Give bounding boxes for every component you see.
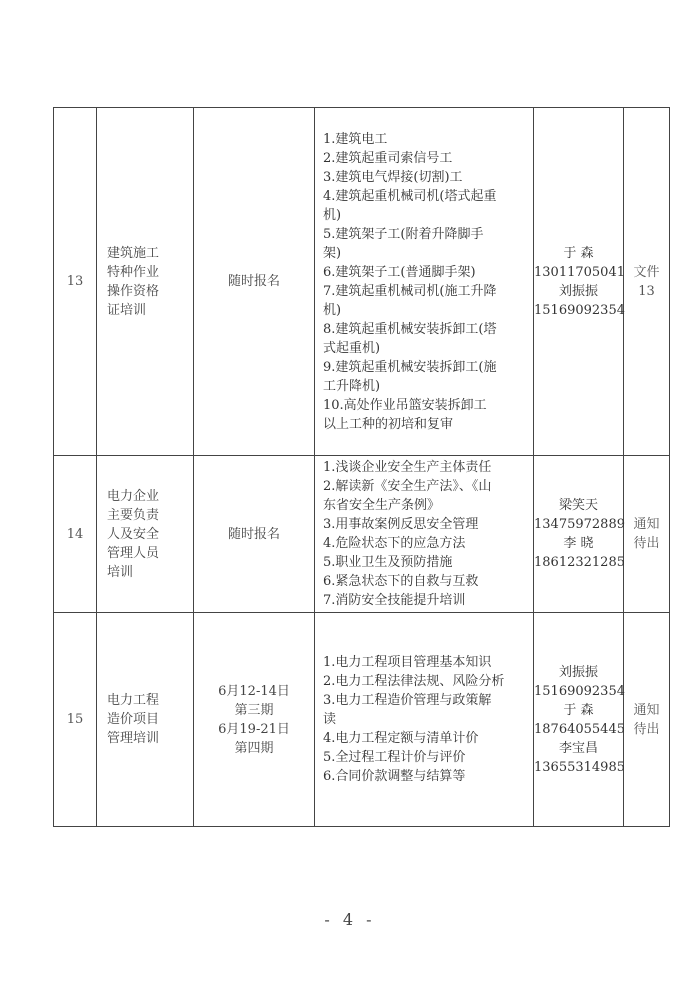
content-line: 1.建筑电工	[323, 131, 388, 147]
training-name-cell	[97, 108, 194, 456]
training-name-line: 证培训	[107, 302, 147, 318]
training-name-line: 人及安全	[107, 526, 160, 542]
training-name-line: 建筑施工	[107, 245, 160, 261]
training-content-cell	[315, 613, 534, 827]
content-line: 4.危险状态下的应急方法	[323, 536, 466, 551]
contact-person: 于 森	[563, 702, 594, 718]
training-name-line: 特种作业	[107, 264, 160, 280]
contact-cell	[534, 108, 624, 456]
contact-phone: 13011705041	[534, 264, 625, 280]
training-time-line: 随时报名	[227, 274, 280, 289]
note-line: 文件	[633, 264, 660, 280]
training-name-line: 造价项目	[107, 712, 160, 727]
content-line: 架)	[323, 245, 342, 261]
note-line: 通知	[633, 517, 660, 532]
content-line: 2.电力工程法律法规、风险分析	[323, 674, 505, 689]
note-line: 待出	[633, 536, 660, 551]
content-line: 1.电力工程项目管理基本知识	[323, 655, 492, 670]
content-line: 以上工种的初培和复审	[323, 416, 454, 432]
contact-phone: 18612321285	[534, 555, 625, 570]
training-time-cell	[194, 456, 315, 613]
training-name-line: 管理人员	[107, 545, 160, 561]
contact-person: 李 晓	[563, 536, 594, 551]
contact-cell	[534, 613, 624, 827]
table-row	[54, 613, 670, 827]
content-line: 7.建筑起重机械司机(施工升降	[323, 283, 497, 299]
note-line: 待出	[633, 721, 660, 737]
training-time-line: 第三期	[234, 702, 274, 718]
training-time-line: 随时报名	[227, 526, 280, 542]
training-content-cell	[315, 108, 534, 456]
training-name-line: 管理培训	[107, 731, 160, 746]
contact-person: 刘振振	[558, 283, 598, 299]
content-line: 6.合同价款调整与结算等	[323, 769, 466, 784]
training-time-line: 6月12-14日	[218, 683, 290, 699]
training-time-cell	[194, 613, 315, 827]
content-line: 1.浅谈企业安全生产主体责任	[323, 460, 492, 475]
content-line: 4.建筑起重机械司机(塔式起重	[323, 188, 497, 204]
content-line: 东省安全生产条例》	[323, 498, 441, 513]
contact-person: 梁笑天	[558, 498, 598, 513]
contact-phone: 15169092354	[534, 302, 625, 318]
content-line: 4.电力工程定额与清单计价	[323, 731, 479, 746]
content-line: 8.建筑起重机械安装拆卸工(塔	[323, 321, 497, 337]
training-time-line: 第四期	[234, 740, 274, 756]
content-line: 2.建筑起重司索信号工	[323, 150, 453, 166]
training-time-line: 6月19-21日	[218, 721, 290, 737]
content-line: 机)	[323, 302, 342, 318]
content-line: 3.用事故案例反思安全管理	[323, 517, 479, 532]
content-line: 读	[323, 712, 337, 727]
content-line: 3.电力工程造价管理与政策解	[323, 693, 492, 708]
note-line: 13	[638, 283, 655, 299]
training-name-line: 电力企业	[107, 488, 160, 504]
training-name-cell	[97, 613, 194, 827]
contact-phone: 13475972889	[534, 517, 625, 532]
note-cell	[624, 613, 670, 827]
content-line: 10.高处作业吊篮安装拆卸工	[323, 397, 487, 413]
row-number-cell: 13	[54, 108, 97, 456]
content-line: 3.建筑电气焊接(切割)工	[323, 169, 463, 185]
content-line: 5.职业卫生及预防措施	[323, 555, 453, 570]
content-line: 9.建筑起重机械安装拆卸工(施	[323, 359, 497, 375]
table-row	[54, 456, 670, 613]
content-line: 式起重机)	[323, 340, 381, 356]
note-line: 通知	[633, 702, 660, 718]
content-line: 工升降机)	[323, 378, 381, 394]
note-cell	[624, 456, 670, 613]
contact-phone: 18764055445	[534, 721, 625, 737]
training-time-cell	[194, 108, 315, 456]
training-name-cell	[97, 456, 194, 613]
contact-phone: 15169092354	[534, 683, 625, 699]
training-name-line: 电力工程	[107, 693, 160, 708]
content-line: 机)	[323, 207, 342, 223]
content-line: 6.紧急状态下的自救与互救	[323, 574, 479, 589]
note-cell	[624, 108, 670, 456]
training-table	[53, 107, 670, 827]
training-name-line: 操作资格	[107, 283, 160, 299]
contact-person: 于 森	[563, 245, 594, 261]
content-line: 5.全过程工程计价与评价	[323, 750, 466, 765]
page-number: - 4 -	[324, 910, 376, 929]
contact-person: 刘振振	[558, 664, 598, 680]
content-line: 5.建筑架子工(附着升降脚手	[323, 226, 484, 242]
training-name-line: 培训	[107, 564, 134, 580]
table-row	[54, 108, 670, 456]
contact-cell	[534, 456, 624, 613]
row-number-cell: 14	[54, 456, 97, 613]
training-name-line: 主要负责	[107, 507, 160, 523]
row-number-cell: 15	[54, 613, 97, 827]
content-line: 6.建筑架子工(普通脚手架)	[323, 264, 476, 280]
contact-phone: 13655314985	[534, 759, 625, 775]
contact-person: 李宝昌	[558, 740, 598, 756]
content-line: 2.解读新《安全生产法》、《山	[323, 479, 492, 494]
content-line: 7.消防安全技能提升培训	[323, 593, 466, 608]
training-content-cell	[315, 456, 534, 613]
